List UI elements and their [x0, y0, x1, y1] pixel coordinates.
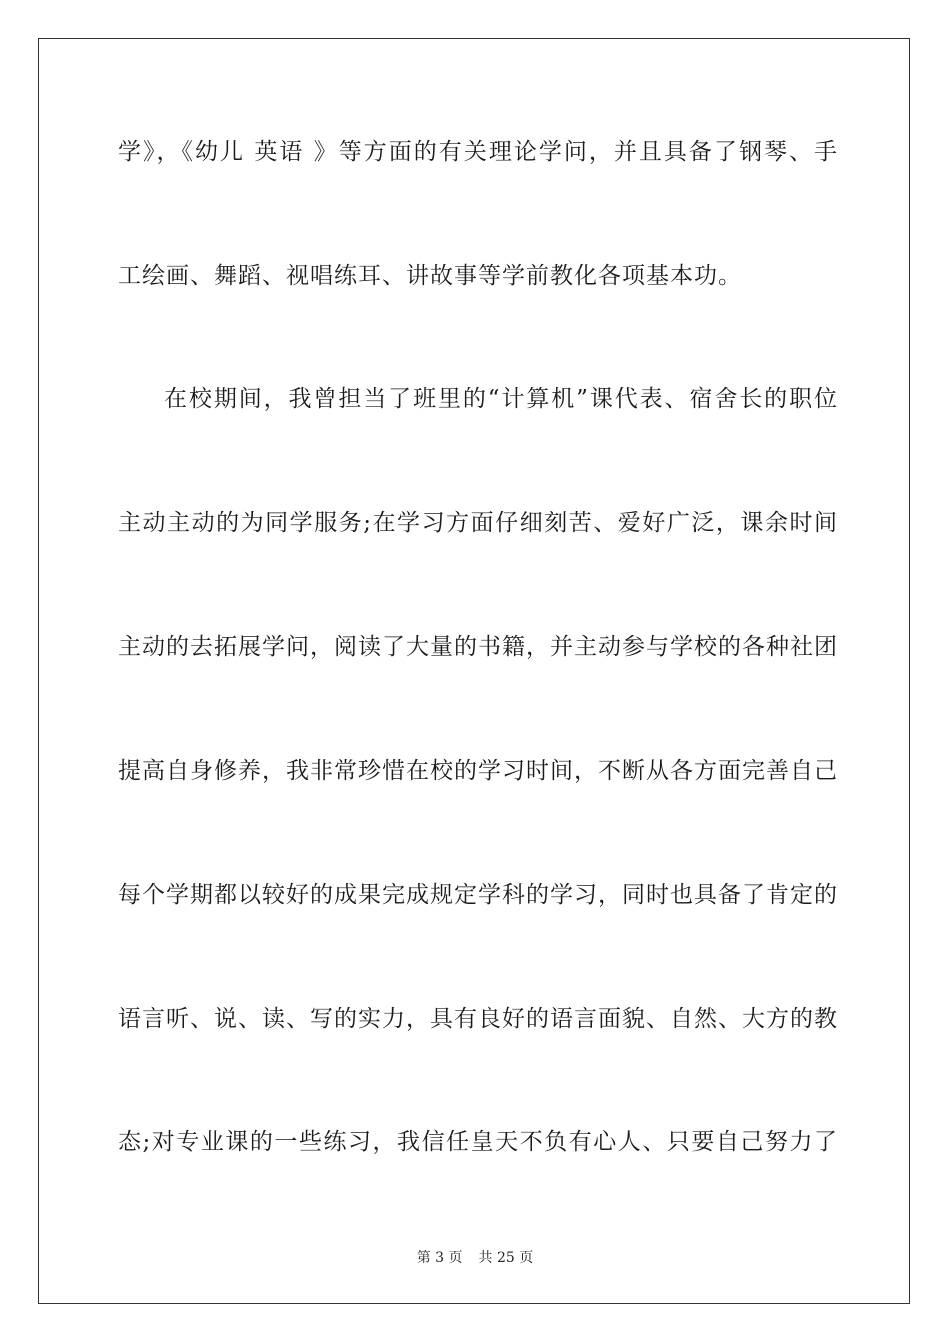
paragraph-line: 学》，《幼儿 英语 》等方面的有关理论学问，并且具备了钢琴、手	[118, 139, 838, 165]
page-border	[38, 38, 910, 1304]
paragraph-line: 工绘画、舞蹈、视唱练耳、讲故事等学前教化各项基本功。	[118, 263, 742, 289]
page-number: 第 3 页	[416, 1250, 463, 1266]
paragraph-line: 在校期间，我曾担当了班里的“计算机”课代表、宿舍长的职位	[164, 386, 838, 412]
paragraph-line: 主动主动的为同学服务;在学习方面仔细刻苦、爱好广泛，课余时间	[118, 510, 838, 536]
paragraph-line: 提高自身修养，我非常珍惜在校的学习时间，不断从各方面完善自己	[118, 758, 838, 784]
page-footer	[0, 1249, 950, 1267]
paragraph-line: 主动的去拓展学问，阅读了大量的书籍，并主动参与学校的各种社团	[118, 634, 838, 660]
paragraph-line: 语言听、说、读、写的实力，具有良好的语言面貌、自然、大方的教	[118, 1006, 838, 1032]
page-total: 共 25 页	[478, 1250, 534, 1266]
paragraph-line: 态;对专业课的一些练习，我信任皇天不负有心人、只要自己努力了	[118, 1129, 838, 1155]
paragraph-line: 每个学期都以较好的成果完成规定学科的学习，同时也具备了肯定的	[118, 882, 838, 908]
